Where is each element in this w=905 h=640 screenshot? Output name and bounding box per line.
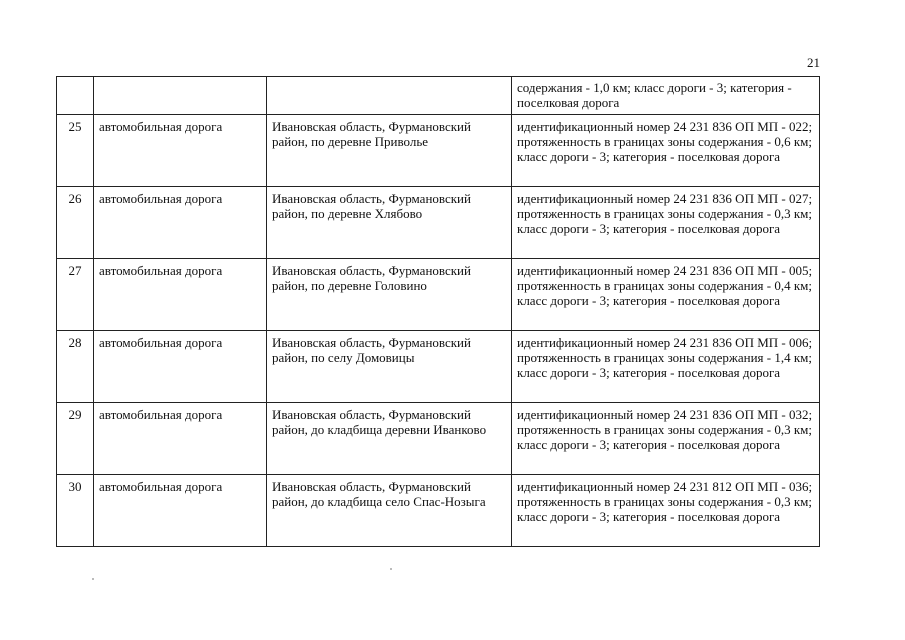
roads-table (56, 76, 820, 547)
road-type-cell: автомобильная дорога (94, 403, 267, 475)
road-description-cell: идентификационный номер 24 231 836 ОП МП - 005; протяженность в границах зоны содержания - 0,4 км; класс дороги - 3; категория - поселковая дорога (512, 259, 820, 331)
road-description-cell: содержания - 1,0 км; класс дороги - 3; категория - поселковая дорога (512, 77, 820, 115)
row-number-cell: 27 (57, 259, 94, 331)
row-number-cell: 29 (57, 403, 94, 475)
table-row (57, 187, 820, 259)
scan-speck (390, 568, 392, 570)
road-location-cell: Ивановская область, Фурмановский район, до кладбища село Спас-Нозыга (267, 475, 512, 547)
road-description-cell: идентификационный номер 24 231 836 ОП МП - 006; протяженность в границах зоны содержания - 1,4 км; класс дороги - 3; категория - поселковая дорога (512, 331, 820, 403)
road-type-cell: автомобильная дорога (94, 475, 267, 547)
road-type-cell: автомобильная дорога (94, 331, 267, 403)
row-number-cell: 28 (57, 331, 94, 403)
road-location-cell: Ивановская область, Фурмановский район, по селу Домовицы (267, 331, 512, 403)
road-location-cell: Ивановская область, Фурмановский район, по деревне Приволье (267, 115, 512, 187)
table-row (57, 331, 820, 403)
road-location-cell (267, 77, 512, 115)
road-location-cell: Ивановская область, Фурмановский район, до кладбища деревни Иванково (267, 403, 512, 475)
road-type-cell: автомобильная дорога (94, 259, 267, 331)
page-number: 21 (807, 55, 820, 70)
row-number-cell: 25 (57, 115, 94, 187)
road-description-cell: идентификационный номер 24 231 836 ОП МП - 027; протяженность в границах зоны содержания - 0,3 км; класс дороги - 3; категория - поселковая дорога (512, 187, 820, 259)
table-row (57, 475, 820, 547)
road-type-cell: автомобильная дорога (94, 187, 267, 259)
road-location-cell: Ивановская область, Фурмановский район, по деревне Головино (267, 259, 512, 331)
road-type-cell: автомобильная дорога (94, 115, 267, 187)
scan-speck (92, 578, 94, 580)
road-location-cell: Ивановская область, Фурмановский район, по деревне Хлябово (267, 187, 512, 259)
road-type-cell (94, 77, 267, 115)
table-row (57, 115, 820, 187)
table-row (57, 259, 820, 331)
row-number-cell (57, 77, 94, 115)
row-number-cell: 30 (57, 475, 94, 547)
row-number-cell: 26 (57, 187, 94, 259)
table-row-continuation (57, 77, 820, 115)
road-description-cell: идентификационный номер 24 231 812 ОП МП - 036; протяженность в границах зоны содержания - 0,3 км; класс дороги - 3; категория - поселковая дорога (512, 475, 820, 547)
road-description-cell: идентификационный номер 24 231 836 ОП МП - 022; протяженность в границах зоны содержания - 0,6 км; класс дороги - 3; категория - поселковая дорога (512, 115, 820, 187)
road-description-cell: идентификационный номер 24 231 836 ОП МП - 032; протяженность в границах зоны содержания - 0,3 км; класс дороги - 3; категория - поселковая дорога (512, 403, 820, 475)
table-row (57, 403, 820, 475)
